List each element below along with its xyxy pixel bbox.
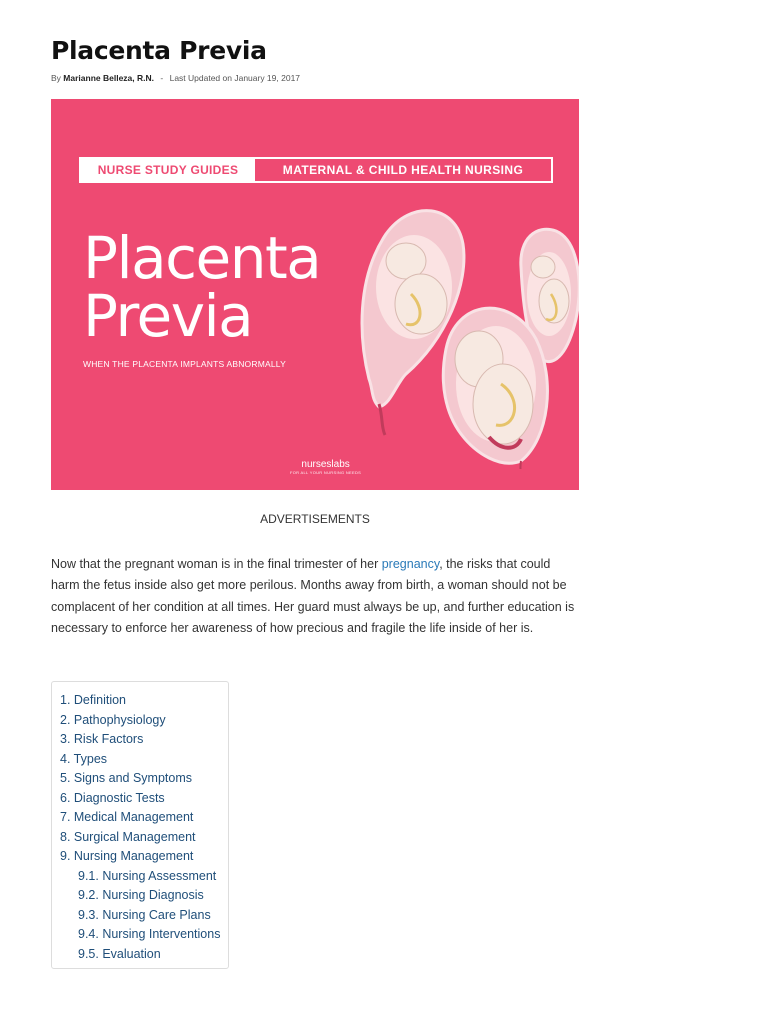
toc-link-evaluation[interactable]: 9.5. Evaluation [78, 946, 161, 961]
toc-link-signs-and-symptoms[interactable]: 5. Signs and Symptoms [60, 771, 193, 785]
intro-text-end: , the risks that could harm the fetus inside also get more perilous. Months away from birth, a woman should not be complacent of her condition at all times. Her guard must always be up, and further education is necessary to enforce her awareness of how precious and fragile the life inside of her is. [51, 557, 575, 636]
fetus-illustration [351, 199, 579, 469]
toc-link-pathophysiology[interactable]: 2. Pathophysiology [60, 712, 166, 727]
intro-text-start: Now that the pregnant woman is in the final trimester of her [51, 557, 382, 571]
hero-title [83, 224, 321, 350]
toc-link-risk-factors[interactable]: 3. Risk Factors [60, 732, 144, 746]
womb-illustration-3 [443, 308, 547, 469]
toc-link-nursing-management[interactable]: 9. Nursing Management [60, 849, 194, 863]
toc-list [52, 691, 228, 964]
by-label: By [51, 73, 61, 83]
category-tag-nurse-study-guides: NURSE STUDY GUIDES [81, 159, 255, 181]
toc-link-nursing-care-plans[interactable]: 9.3. Nursing Care Plans [78, 907, 211, 922]
toc-link-diagnostic-tests[interactable]: 6. Diagnostic Tests [60, 790, 165, 805]
toc-link-nursing-assessment[interactable]: 9.1. Nursing Assessment [78, 868, 217, 883]
hero-title-line-1: Placenta [83, 224, 321, 292]
hero-title-line-2: Previa [83, 282, 253, 350]
toc-link-nursing-diagnosis[interactable]: 9.2. Nursing Diagnosis [78, 888, 204, 902]
pregnancy-link[interactable]: pregnancy [381, 557, 440, 571]
intro-paragraph [51, 554, 579, 640]
hero-subtitle: WHEN THE PLACENTA IMPLANTS ABNORMALLY [83, 359, 286, 369]
nurseslabs-logo [290, 459, 361, 475]
author-link[interactable]: Marianne Belleza, R.N. [63, 73, 154, 83]
byline-separator: - [160, 73, 164, 83]
toc-link-types[interactable]: 4. Types [60, 751, 108, 766]
category-tag-bar [79, 157, 553, 183]
category-tag-maternal-child: MATERNAL & CHILD HEALTH NURSING [282, 163, 524, 177]
last-updated: Last Updated on January 19, 2017 [169, 73, 301, 83]
featured-image [51, 99, 579, 490]
toc-link-nursing-interventions[interactable]: 9.4. Nursing Interventions [78, 927, 221, 941]
page-title: Placenta Previa [51, 36, 267, 65]
byline [51, 73, 300, 83]
logo-tagline: FOR ALL YOUR NURSING NEEDS [290, 470, 362, 475]
toc-link-definition[interactable]: 1. Definition [60, 693, 127, 707]
advertisements-label: ADVERTISEMENTS [260, 512, 370, 526]
logo-wordmark: nurseslabs [301, 459, 350, 470]
toc-link-medical-management[interactable]: 7. Medical Management [60, 810, 194, 824]
toc-link-surgical-management[interactable]: 8. Surgical Management [60, 829, 196, 844]
table-of-contents [51, 681, 229, 969]
